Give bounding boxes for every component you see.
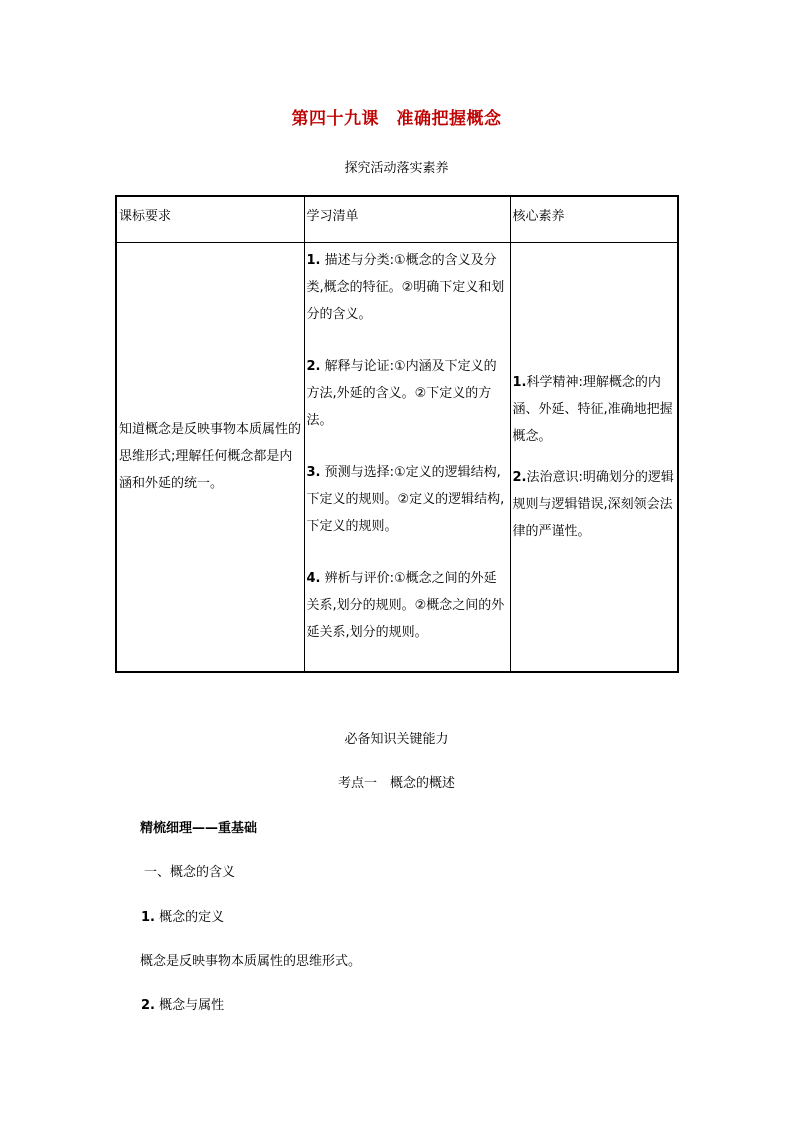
section-heading-explore: 探究活动落实素养 (344, 161, 449, 176)
checklist-item: 4. 辨析与评价:①概念之间的外延关系,划分的规则。②概念之间的外延关系,划分的规则。 (306, 570, 505, 640)
checklist-item: 2. 解释与论证:①内涵及下定义的方法,外延的含义。②下定义的方法。 (306, 358, 497, 428)
header-checklist: 学习清单 (304, 196, 510, 242)
checklist-cell (304, 242, 510, 672)
requirement-cell (116, 242, 304, 672)
literacy-item: 1.科学精神:理解概念的内涵、外延、特征,准确地把握概念。 (512, 374, 673, 444)
lesson-title: 第四十九课 准确把握概念 (291, 109, 502, 129)
table-header-row (116, 196, 678, 242)
header-requirement: 课标要求 (116, 196, 304, 242)
item-concept-definition: 1. 概念的定义 (141, 910, 225, 925)
kaodian-heading: 考点一 概念的概述 (337, 776, 455, 791)
jingshu-heading: 精梳细理——重基础 (140, 821, 258, 836)
literacy-cell (510, 242, 678, 672)
checklist-item: 3. 预测与选择:①定义的逻辑结构,下定义的规则。②定义的逻辑结构,下定义的规则。 (306, 464, 505, 534)
table-body-row (116, 242, 678, 672)
checklist-item: 1. 描述与分类:①概念的含义及分类,概念的特征。②明确下定义和划分的含义。 (306, 252, 505, 322)
definition-text: 概念是反映事物本质属性的思维形式。 (140, 954, 362, 969)
item-concept-attribute: 2. 概念与属性 (141, 998, 225, 1013)
header-literacy: 核心素养 (510, 196, 678, 242)
heading-concept-meaning: 一、概念的含义 (144, 865, 236, 880)
requirement-text: 知道概念是反映事物本质属性的思维形式;理解任何概念都是内涵和外延的统一。 (119, 422, 302, 492)
section-heading-knowledge: 必备知识关键能力 (344, 732, 449, 747)
literacy-item: 2.法治意识:明确划分的逻辑规则与逻辑错误,深刻领会法律的严谨性。 (512, 469, 674, 539)
curriculum-table (115, 195, 679, 673)
